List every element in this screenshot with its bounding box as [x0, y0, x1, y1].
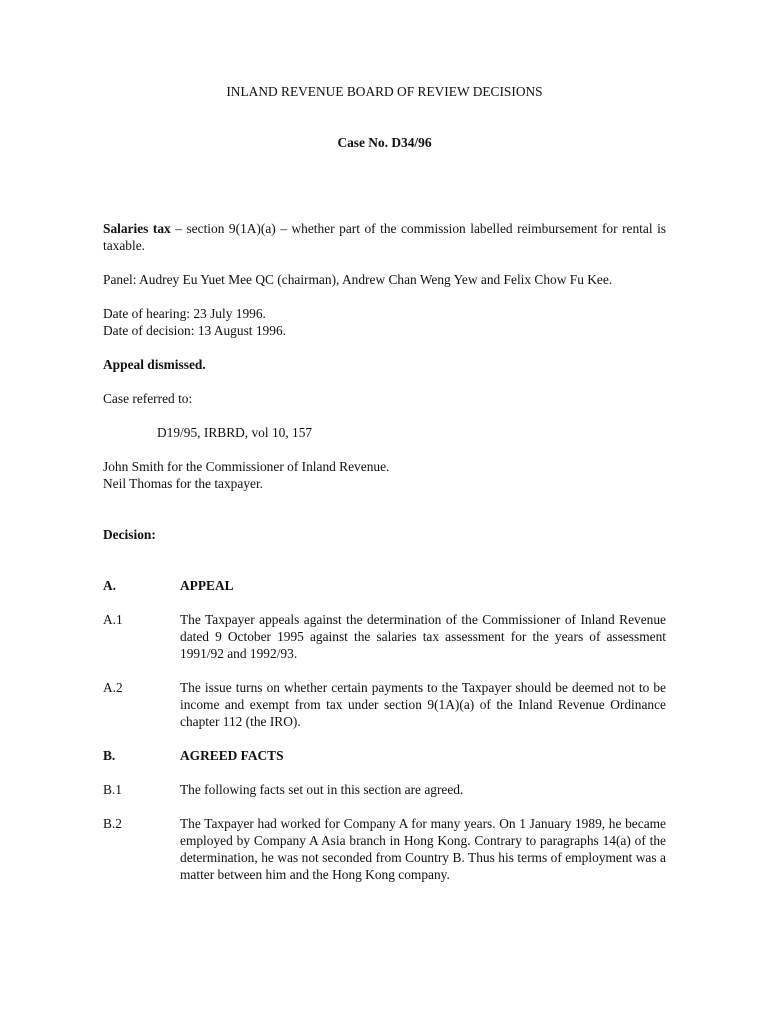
paragraph-text: The Taxpayer had worked for Company A for many years. On 1 January 1989, he became employed by Company A Asia branch in Hong Kong. Contrary to paragraphs 14(a) of the determination, he was not seconded from Country B. Thus his terms of employment was a matter between him and the Hong Kong company.: [180, 816, 666, 882]
section-b: [103, 747, 666, 764]
outcome: Appeal dismissed.: [103, 357, 206, 372]
section-heading: AGREED FACTS: [180, 748, 284, 763]
hearing-date: Date of hearing: 23 July 1996.: [103, 306, 266, 321]
document-title: INLAND REVENUE BOARD OF REVIEW DECISIONS: [226, 84, 543, 99]
counsel-block: [103, 458, 666, 492]
dates-block: [103, 305, 666, 339]
decision-heading: Decision:: [103, 527, 156, 542]
section-heading: APPEAL: [180, 578, 234, 593]
section-number: A.: [103, 578, 117, 593]
paragraph-number: B.2: [103, 816, 122, 831]
paragraph-b2: [103, 815, 666, 883]
paragraph-text: The Taxpayer appeals against the determination of the Commissioner of Inland Revenue dated 9 October 1995 against the salaries tax assessment for the years of assessment 1991/92 and 1992/93.: [180, 612, 666, 661]
paragraph-text: The following facts set out in this section are agreed.: [180, 782, 464, 797]
counsel-commissioner: John Smith for the Commissioner of Inland Revenue.: [103, 459, 390, 474]
section-number: B.: [103, 748, 116, 763]
subject-topic: Salaries tax: [103, 221, 171, 236]
subject-line: [103, 220, 666, 254]
paragraph-number: A.2: [103, 680, 123, 695]
paragraph-a1: [103, 611, 666, 662]
paragraph-number: A.1: [103, 612, 123, 627]
paragraph-text: The issue turns on whether certain payments to the Taxpayer should be deemed not to be income and exempt from tax under section 9(1A)(a) of the Inland Revenue Ordinance chapter 112 (the IRO).: [180, 680, 666, 729]
case-number: Case No. D34/96: [337, 135, 432, 150]
section-a: [103, 577, 666, 594]
counsel-taxpayer: Neil Thomas for the taxpayer.: [103, 476, 264, 491]
panel-line: Panel: Audrey Eu Yuet Mee QC (chairman), Andrew Chan Weng Yew and Felix Chow Fu Kee.: [103, 272, 613, 287]
paragraph-a2: [103, 679, 666, 730]
cases-referred-label: Case referred to:: [103, 391, 193, 406]
paragraph-number: B.1: [103, 782, 122, 797]
case-reference: D19/95, IRBRD, vol 10, 157: [157, 425, 313, 440]
decision-date: Date of decision: 13 August 1996.: [103, 323, 286, 338]
subject-description: – section 9(1A)(a) – whether part of the commission labelled reimbursement for rental is taxable.: [103, 221, 667, 253]
paragraph-b1: [103, 781, 666, 798]
